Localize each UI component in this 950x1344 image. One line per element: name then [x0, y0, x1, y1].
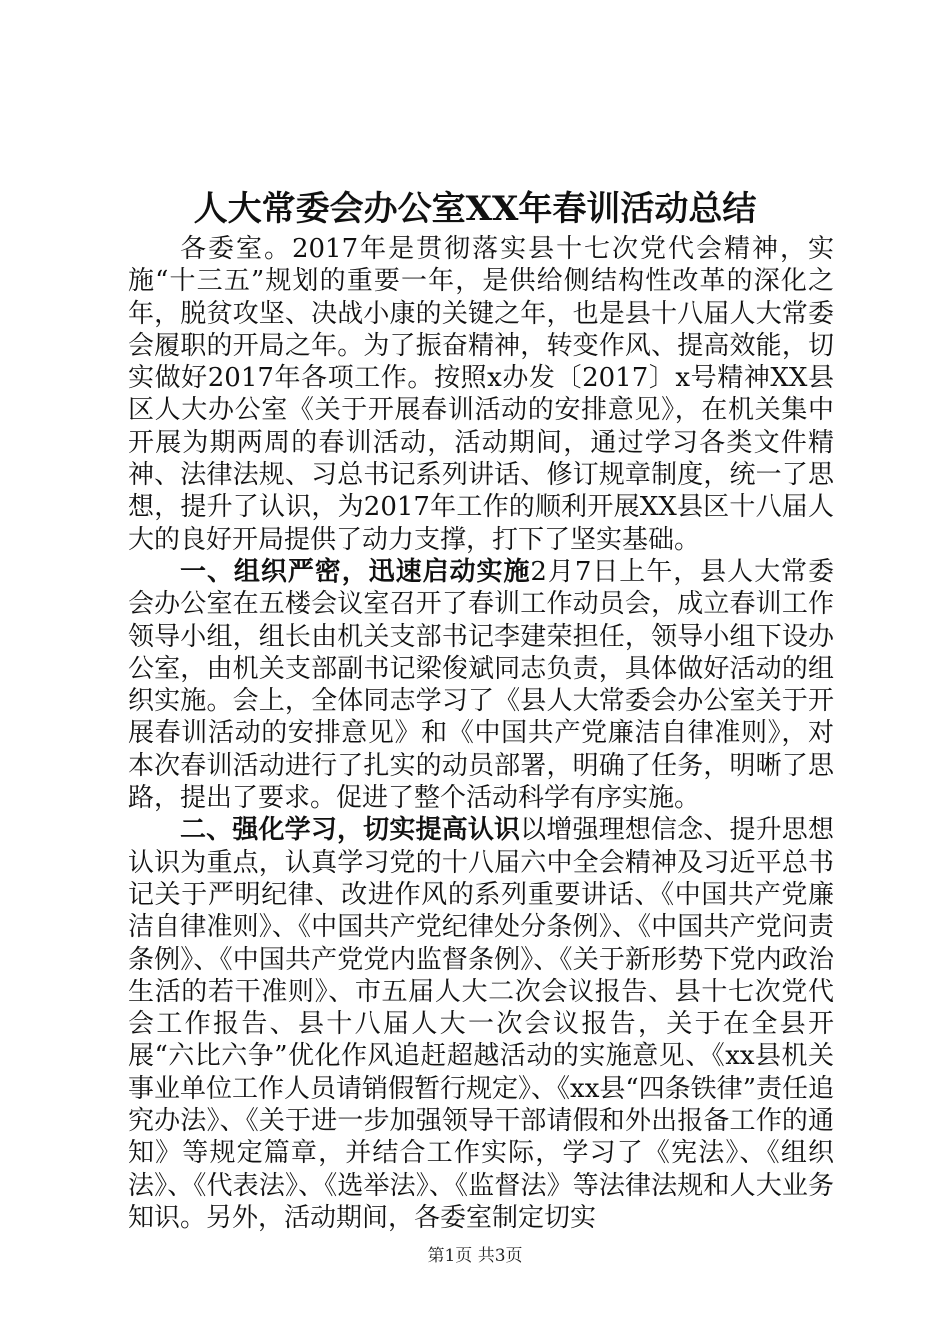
section-1-text: 2月7日上午，县人大常委会办公室在五楼会议室召开了春训工作动员会，成立春训工作领导小组，组长由机关支部书记李建荣担任，领导小组下设办公室，由机关支部副书记梁俊斌同志负责，具体做好活动的组织实施。会上，全体同志学习了《县人大常委会办公室关于开展春训活动的安排意见》和《中国共产党廉洁自律准则》，对本次春训活动进行了扎实的动员部署，明确了任务，明晰了思路，提出了要求。促进了整个活动科学有序实施。	[128, 556, 834, 814]
paragraph-intro-text: 各委室。2017年是贯彻落实县十七次党代会精神，实施“十三五”规划的重要一年，是供给侧结构性改革的深化之年，脱贫攻坚、决战小康的关键之年，也是县十八届人大常委会履职的开局之年。为了振奋精神，转变作风、提高效能，切实做好2017年各项工作。按照x办发〔2017〕x号精神XX县区人大办公室《关于开展春训活动的安排意见》，在机关集中开展为期两周的春训活动，活动期间，通过学习各类文件精神、法律法规、习总书记系列讲话、修订规章制度，统一了思想，提升了认识，为2017年工作的顺利开展XX县区十八届人大的良好开局提供了动力支撑，打下了坚实基础。	[128, 234, 834, 555]
paragraph-intro	[128, 233, 834, 556]
section-2-text: 以增强理想信念、提升思想认识为重点，认真学习党的十八届六中全会精神及习近平总书记关于严明纪律、改进作风的系列重要讲话、《中国共产党廉洁自律准则》、《中国共产党纪律处分条例》、《中国共产党问责条例》、《中国共产党党内监督条例》、《关于新形势下党内政治生活的若干准则》、市五届人大二次会议报告、县十七次党代会工作报告、县十八届人大一次会议报告，关于在全县开展“六比六争”优化作风追赶超越活动的实施意见、《xx县机关事业单位工作人员请销假暂行规定》、《xx县“四条铁律”责任追究办法》、《关于进一步加强领导干部请假和外出报备工作的通知》等规定篇章，并结合工作实际，学习了《宪法》、《组织法》、《代表法》、《选举法》、《监督法》等法律法规和人大业务知识。另外，活动期间，各委室制定切实	[128, 815, 834, 1233]
paragraph-section-1	[128, 556, 834, 814]
section-1-heading: 一、组织严密，迅速启动实施	[180, 556, 531, 587]
section-2-heading: 二、强化学习，切实提高认识	[180, 815, 521, 846]
paragraph-section-2	[128, 814, 834, 1234]
page-footer: 第1页 共3页	[427, 1246, 523, 1266]
document-title: 人大常委会办公室XX年春训活动总结	[193, 189, 757, 229]
document-body	[128, 233, 834, 1234]
